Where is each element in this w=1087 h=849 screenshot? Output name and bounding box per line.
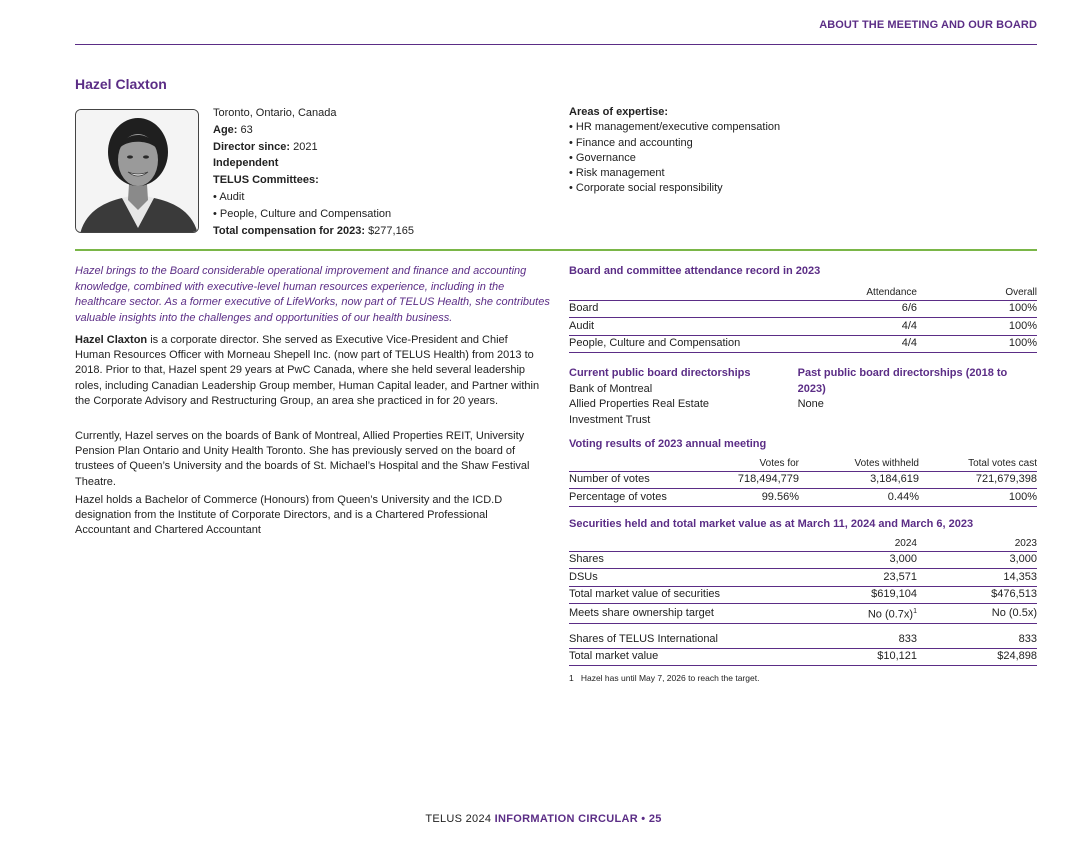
- section-divider: [75, 249, 1037, 251]
- expertise-item: • Risk management: [569, 167, 665, 180]
- table-header: 2024 2023: [894, 537, 1037, 549]
- attendance-section: [569, 264, 1037, 353]
- international-table: [569, 631, 1037, 667]
- table-row: Total market value of securities $619,104 $476,513: [569, 586, 1037, 604]
- portrait-image: [76, 110, 199, 233]
- current-directorships: Current public board directorships Bank of Montreal Allied Properties Real Estate Investment Trust: [569, 367, 751, 426]
- table-row: Board 6/6 100%: [569, 300, 1037, 318]
- expertise-item: • Governance: [569, 151, 636, 164]
- director-since-line: [213, 139, 543, 156]
- voting-section: [569, 437, 1037, 507]
- director-name: Hazel Claxton: [75, 76, 167, 92]
- table-header: Attendance Overall: [866, 286, 1037, 298]
- expertise-item: • HR management/executive compensation: [569, 121, 781, 134]
- bio-paragraph-2: Currently, Hazel serves on the boards of Bank of Montreal, Allied Properties REIT, University Pension Plan Ontario and Unity Health Toronto. She has previously served on the board of trustees of Queen’s University and the boards of St. Michael’s Hospital and the Shaw Festival Theatre.: [75, 430, 530, 488]
- director-since-value: 2021: [293, 140, 318, 153]
- securities-title: Securities held and total market value as at March 11, 2024 and March 6, 2023: [569, 518, 974, 530]
- directorships-section: [569, 366, 1037, 428]
- section-label: ABOUT THE MEETING AND OUR BOARD: [819, 19, 1037, 31]
- table-row: DSUs 23,571 14,353: [569, 569, 1037, 587]
- table-row: Audit 4/4 100%: [569, 318, 1037, 336]
- compensation-line: [213, 223, 543, 240]
- bio-paragraph-3: Hazel holds a Bachelor of Commerce (Honours) from Queen’s University and the ICD.D designation from the Institute of Corporate Directors, and is a Chartered Professional Accountant and Chartered Accountant: [75, 494, 503, 537]
- table-row: People, Culture and Compensation 4/4 100%: [569, 335, 1037, 353]
- securities-section: [569, 517, 1037, 684]
- expertise-title: Areas of expertise:: [569, 106, 669, 118]
- age-value: 63: [240, 123, 253, 136]
- age-label: Age:: [213, 123, 238, 136]
- attendance-title: Board and committee attendance record in 2023: [569, 265, 821, 277]
- attendance-table: [569, 285, 1037, 354]
- committees-label: TELUS Committees:: [213, 174, 319, 187]
- page-footer: TELUS 2024 INFORMATION CIRCULAR • 25: [425, 813, 662, 825]
- table-row: Total market value $10,121 $24,898: [569, 648, 1037, 666]
- compensation-label: Total compensation for 2023:: [213, 224, 365, 237]
- table-row: Percentage of votes 99.56% 0.44% 100%: [569, 489, 1037, 507]
- independent-label: Independent: [213, 157, 279, 170]
- voting-table: [569, 456, 1037, 507]
- compensation-value: $277,165: [368, 224, 414, 237]
- expertise-item: • Corporate social responsibility: [569, 182, 723, 195]
- director-photo: [75, 109, 199, 233]
- areas-of-expertise: [569, 105, 1009, 197]
- committee-item: • People, Culture and Compensation: [213, 207, 392, 220]
- footnote: 1 Hazel has until May 7, 2026 to reach the target.: [569, 673, 760, 684]
- table-row: Shares of TELUS International 833 833: [569, 632, 1037, 645]
- expertise-item: • Finance and accounting: [569, 136, 693, 149]
- past-directorships: Past public board directorships (2018 to 2023) None: [797, 367, 1008, 410]
- footnote-marker: 1: [913, 608, 917, 615]
- bio-paragraph-1: Hazel Claxton is a corporate director. She served as Executive Vice-President and Chief Human Resources Officer with Morneau Shepell Inc. (now part of TELUS Health) from 2013 to 2018. Prior to that, Hazel spent 29 years at PwC Canada, where she held several leadership roles, including Canadian Leadership Group member, Human Capital leader, and Partner within the Corporate Advisory and Restructuring Group, an area she practiced in for 20 years.: [75, 334, 540, 407]
- director-since-label: Director since:: [213, 140, 291, 153]
- table-row: Shares 3,000 3,000: [569, 551, 1037, 569]
- age-line: [213, 122, 543, 139]
- director-facts: [213, 105, 543, 239]
- voting-title: Voting results of 2023 annual meeting: [569, 438, 767, 450]
- committee-item: • Audit: [213, 190, 245, 203]
- intro-statement: Hazel brings to the Board considerable operational improvement and finance and accounting knowledge, combined with executive-level human resources experience, including in the healthcare sector. As a former executive of LifeWorks, now part of TELUS Health, she contributes valuable insights into the challenges and opportunities of our health business.: [75, 265, 550, 324]
- page-number: 25: [648, 813, 662, 825]
- table-header: Votes for Votes withheld Total votes cast: [759, 457, 1037, 469]
- securities-table: [569, 536, 1037, 624]
- location: Toronto, Ontario, Canada: [213, 107, 337, 119]
- header-divider: [75, 44, 1037, 45]
- table-row: Number of votes 718,494,779 3,184,619 721,679,398: [569, 471, 1037, 489]
- table-row: Meets share ownership target No $(0.7x)^1$ No (0.5x): [569, 604, 1037, 624]
